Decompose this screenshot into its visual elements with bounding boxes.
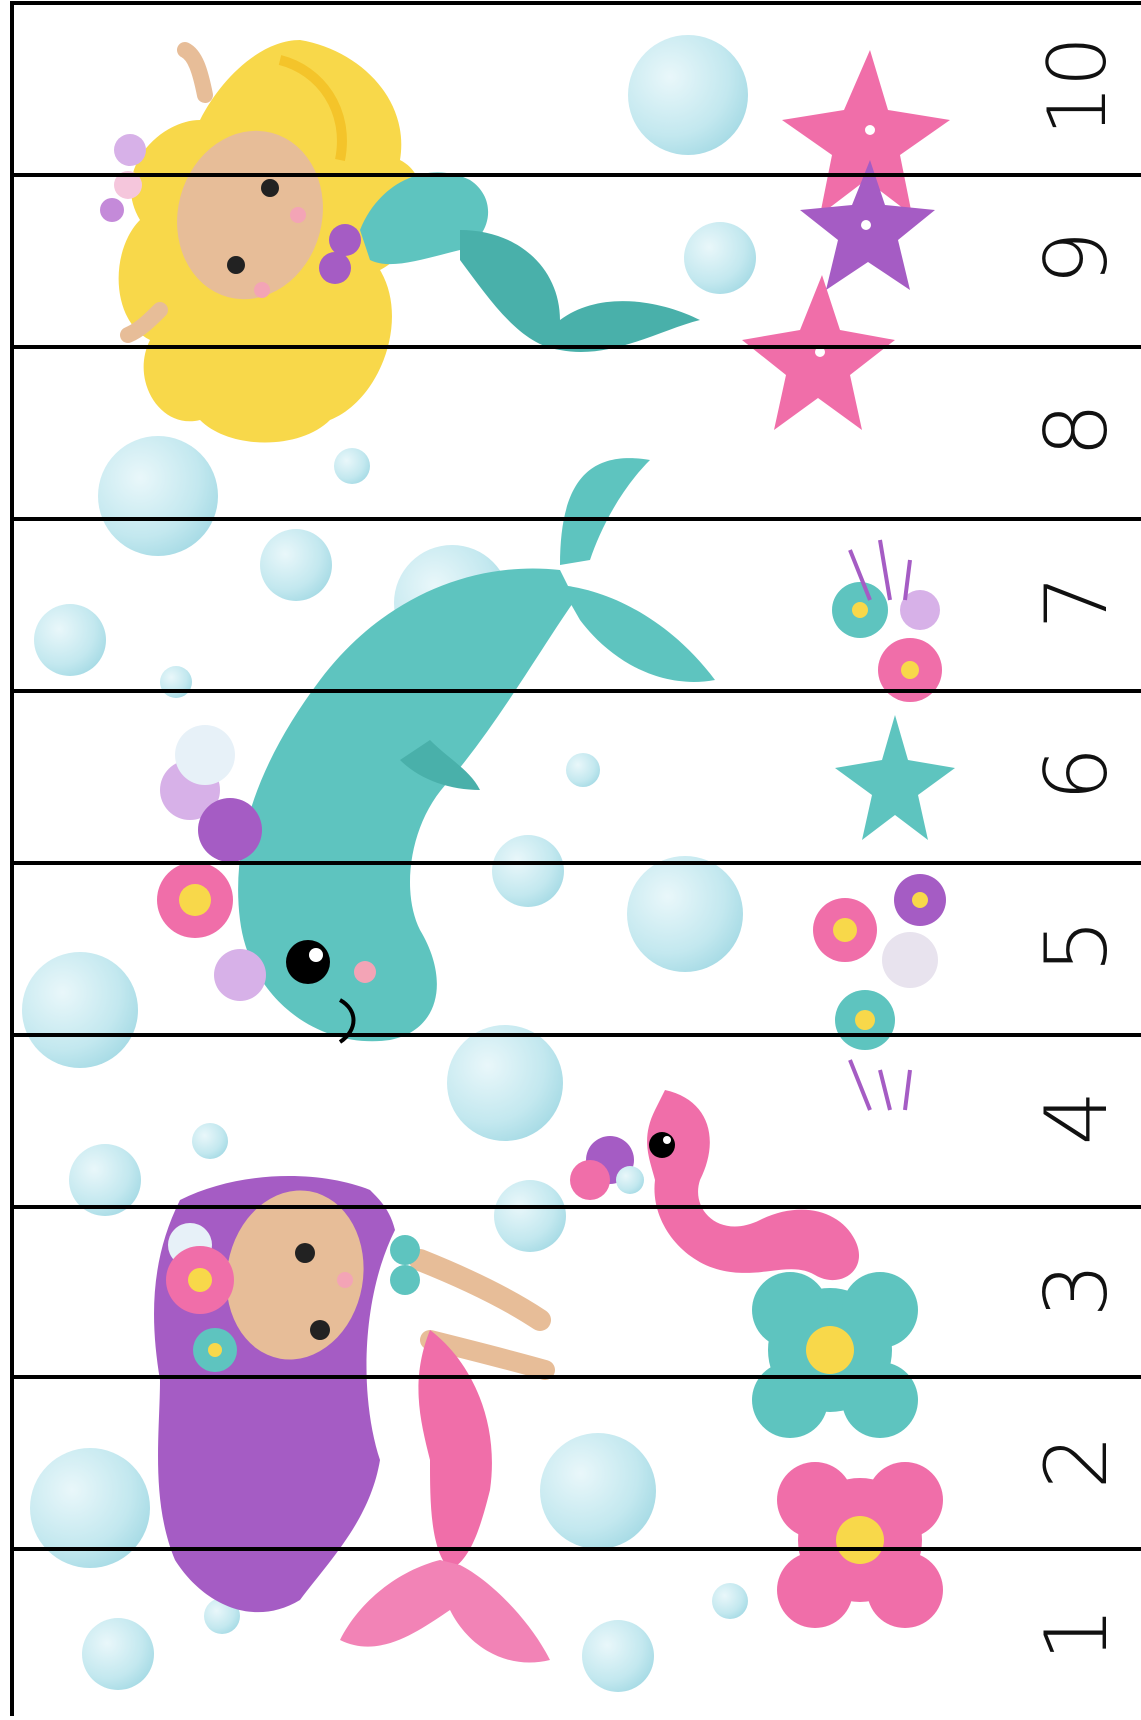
bubble <box>628 35 748 155</box>
bubble <box>540 1433 656 1549</box>
big-flowers <box>752 1272 943 1628</box>
bubble <box>566 753 600 787</box>
strip-number-9: 9 <box>1027 232 1127 286</box>
bubble <box>192 1123 228 1159</box>
strip-number-10: 10 <box>1030 38 1124 136</box>
bubble <box>712 1583 748 1619</box>
bubble <box>492 835 564 907</box>
bubble <box>160 666 192 698</box>
bubble <box>98 436 218 556</box>
strip-number-8: 8 <box>1027 404 1127 458</box>
bubble <box>82 1618 154 1690</box>
narwhal-whale <box>157 458 715 1042</box>
flower-coral-row <box>813 540 955 1110</box>
bubble <box>334 448 370 484</box>
blonde-mermaid <box>100 40 700 443</box>
bubble <box>34 604 106 676</box>
strip-number-7: 7 <box>1027 576 1127 630</box>
bubble <box>447 1025 563 1141</box>
bubble <box>627 856 743 972</box>
strip-number-2: 2 <box>1027 1436 1127 1490</box>
strip-number-6: 6 <box>1027 748 1127 802</box>
purple-haired-mermaid <box>154 1176 550 1662</box>
strip-number-1: 1 <box>1027 1608 1127 1662</box>
seahorse <box>570 1090 859 1280</box>
starfish-cluster <box>742 50 950 430</box>
strip-number-3: 3 <box>1027 1264 1127 1318</box>
strip-number-5: 5 <box>1027 920 1127 974</box>
bubble <box>22 952 138 1068</box>
bubble <box>494 1180 566 1252</box>
bubble <box>260 529 332 601</box>
bubble <box>582 1620 654 1692</box>
strip-number-4: 4 <box>1027 1092 1127 1146</box>
bubble <box>684 222 756 294</box>
